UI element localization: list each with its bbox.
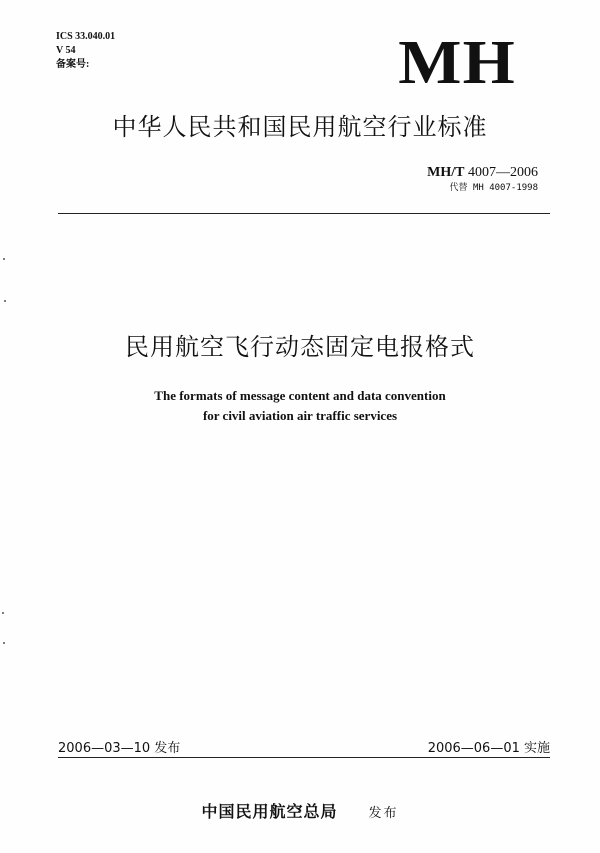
publish-action: 发布: [368, 806, 399, 821]
scan-speck: [2, 612, 4, 614]
standard-number: [427, 164, 538, 182]
scan-speck: [4, 300, 6, 302]
english-title-line-1: The formats of message content and data convention: [154, 388, 446, 403]
class-code: V 54: [56, 45, 76, 56]
scan-speck: [3, 642, 5, 644]
effective-date: 2006—06—01 实施: [427, 741, 550, 756]
record-number-label: 备案号:: [56, 59, 90, 70]
classification-block: [56, 30, 115, 72]
top-divider: [58, 213, 550, 214]
ics-code: ICS 33.040.01: [56, 31, 116, 42]
document-title-chinese: 民用航空飞行动态固定电报格式: [125, 333, 475, 361]
publisher-line: [0, 801, 600, 825]
bottom-divider: [58, 757, 550, 758]
issue-date: 2006—03—10 发布: [58, 741, 181, 756]
standard-number-block: [427, 164, 538, 194]
replaces-standard: 代替 MH 4007-1998: [449, 183, 538, 193]
document-title-english: [0, 386, 600, 426]
mh-logo: MH: [398, 29, 516, 97]
standard-prefix: MH/T: [427, 165, 465, 180]
standard-code: 4007—2006: [468, 165, 538, 180]
scan-speck: [3, 258, 5, 260]
issuing-standard-title: 中华人民共和国民用航空行业标准: [112, 113, 488, 141]
publisher-org: 中国民用航空总局: [201, 802, 338, 821]
english-title-line-2: for civil aviation air traffic services: [202, 408, 398, 423]
